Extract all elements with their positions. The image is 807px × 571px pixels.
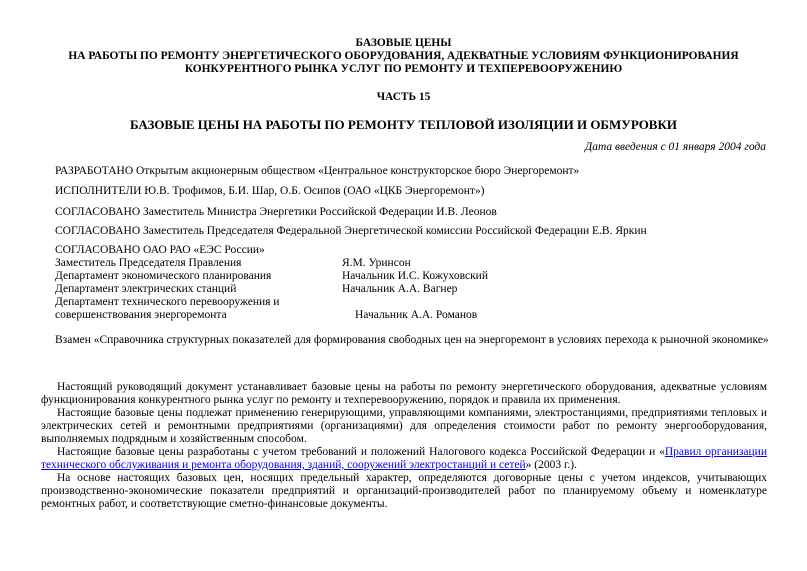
- agreed-rao: СОГЛАСОВАНО ОАО РАО «ЕЭС России»: [55, 244, 265, 256]
- signatory-row: [55, 270, 775, 283]
- signatory-name: Начальник И.С. Кожуховский: [342, 270, 488, 282]
- paragraph-text: Настоящие базовые цены разработаны с учетом требований и положений Налогового кодекса Российской Федерации и «: [57, 446, 665, 458]
- body-paragraph: Настоящий руководящий документ устанавливает базовые цены на работы по ремонту энергетического оборудования, адекватные условиям функционирования конкурентного рынка услуг по ремонту и техперевооружению, порядок и правила их применения.: [41, 381, 767, 406]
- part-subtitle: БАЗОВЫЕ ЦЕНЫ НА РАБОТЫ ПО РЕМОНТУ ТЕПЛОВОЙ ИЗОЛЯЦИИ И ОБМУРОВКИ: [129, 117, 678, 132]
- body-paragraph: На основе настоящих базовых цен, носящих предельный характер, определяются договорные цены с учетом индексов, учитывающих производственно-экономические показатели предприятий и организаций-производителей работ по планируемому объему и номенклатуре ремонтных работ, и соответствующие сметно-финансовые документы.: [41, 472, 767, 510]
- title-line-3: КОНКУРЕНТНОГО РЫНКА УСЛУГ ПО РЕМОНТУ И ТЕХПЕРЕВООРУЖЕНИЮ: [184, 63, 623, 75]
- signatory-row: [55, 309, 775, 322]
- signatory-name: Начальник А.А. Вагнер: [342, 283, 458, 295]
- part-number: ЧАСТЬ 15: [376, 91, 431, 103]
- signatory-name: Начальник А.А. Романов: [355, 309, 478, 321]
- executors: ИСПОЛНИТЕЛИ Ю.В. Трофимов, Б.И. Шар, О.Б. Осипов (ОАО «ЦКБ Энергоремонт»): [55, 185, 485, 197]
- agreed-ministry: СОГЛАСОВАНО Заместитель Министра Энергетики Российской Федерации И.В. Леонов: [55, 206, 497, 218]
- document-body: [41, 381, 767, 511]
- title-line-1: БАЗОВЫЕ ЦЕНЫ: [355, 37, 452, 49]
- paragraph-text: » (2003 г.).: [525, 459, 578, 471]
- body-paragraph: [41, 446, 767, 472]
- rules-link[interactable]: Правил организации технического обслуживания и ремонта оборудования, зданий, сооружений электростанций и сетей: [41, 446, 767, 471]
- signatory-name: Я.М. Уринсон: [342, 257, 411, 269]
- document-title: [0, 37, 807, 76]
- title-line-2: НА РАБОТЫ ПО РЕМОНТУ ЭНЕРГЕТИЧЕСКОГО ОБОРУДОВАНИЯ, АДЕКВАТНЫЕ УСЛОВИЯМ ФУНКЦИОНИРОВАНИЯ: [68, 50, 739, 62]
- agreed-commission: СОГЛАСОВАНО Заместитель Председателя Федеральной Энергетической комиссии Российской Федерации Е.В. Яркин: [55, 225, 647, 237]
- replaces-note: Взамен «Справочника структурных показателей для формирования свободных цен на энергоремонт в условиях перехода к рыночной экономике»: [55, 334, 769, 346]
- signatory-row: [55, 257, 775, 270]
- signatories-list: [55, 257, 775, 322]
- signatory-row: [55, 283, 775, 296]
- signatory-position: Департамент экономического планирования: [55, 270, 272, 282]
- body-paragraph: Настоящие базовые цены подлежат применению генерирующими, управляющими компаниями, электростанциями, предприятиями тепловых и электрических сетей и ремонтными предприятиями (организациями) для определения стоимости работ по ремонту энергооборудования, выполняемых подрядным и хозяйственным способом.: [41, 407, 767, 445]
- signatory-position: Заместитель Председателя Правления: [55, 257, 242, 269]
- signatory-position: совершенствования энергоремонта: [55, 309, 227, 321]
- signatory-position: Департамент технического перевооружения и: [55, 296, 280, 308]
- signatory-position: Департамент электрических станций: [55, 283, 237, 295]
- signatory-row: [55, 296, 775, 309]
- introduction-date: Дата введения с 01 января 2004 года: [584, 141, 766, 153]
- developed-by: РАЗРАБОТАНО Открытым акционерным обществом «Центральное конструкторское бюро Энергоремонт»: [55, 165, 580, 177]
